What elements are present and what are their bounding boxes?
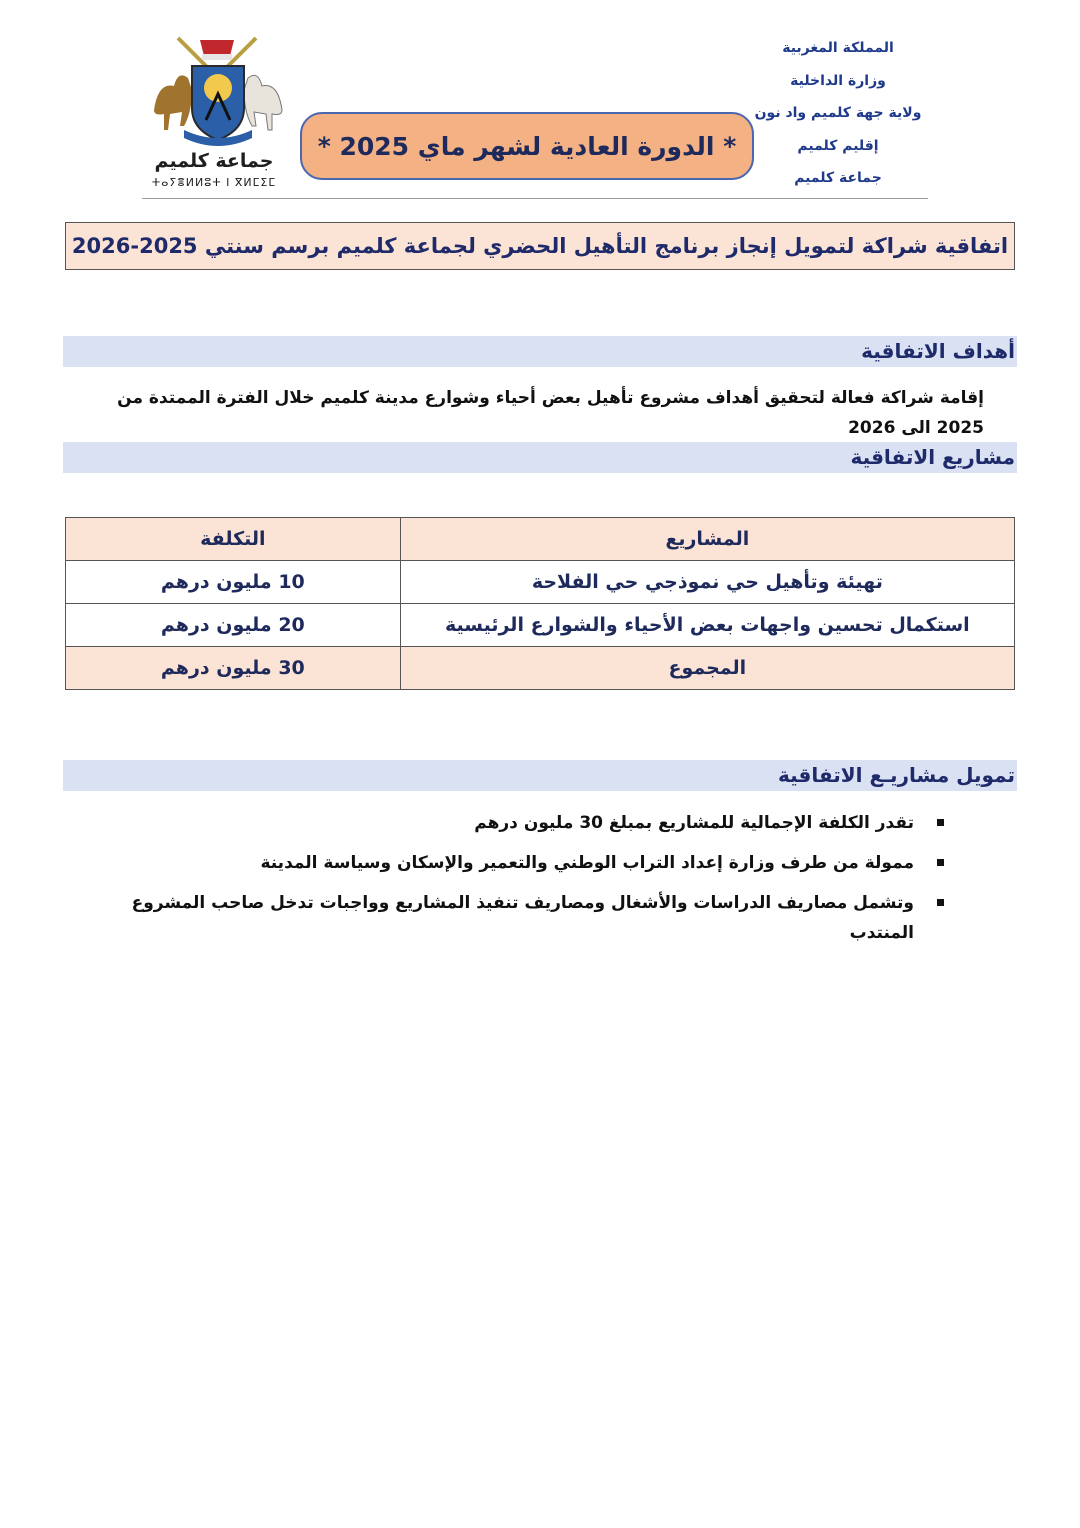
admin-line-commune: جماعة كلميم bbox=[794, 170, 882, 186]
list-item bbox=[124, 888, 944, 943]
funding-bullet-list bbox=[124, 808, 944, 943]
table-total-row bbox=[66, 647, 1015, 690]
table-row bbox=[66, 604, 1015, 647]
section-heading-funding bbox=[63, 760, 1017, 791]
admin-line-ministry: وزارة الداخلية bbox=[790, 72, 886, 89]
administrative-header bbox=[748, 32, 928, 195]
bullet-square-icon bbox=[937, 859, 944, 866]
projects-table bbox=[65, 517, 1015, 690]
session-label: * الدورة العادية لشهر ماي 2025 * bbox=[300, 112, 754, 180]
bullet-text: ممولة من طرف وزارة إعداد التراب الوطني والتعمير والإسكان وسياسة المدينة bbox=[260, 853, 914, 873]
section-heading-text: مشاريع الاتفاقية bbox=[850, 445, 1015, 469]
section-heading-objectives bbox=[63, 336, 1017, 367]
table-header-cell: التكلفة bbox=[66, 518, 401, 561]
admin-line-province: إقليم كلميم bbox=[797, 137, 879, 154]
admin-line-kingdom: المملكة المغربية bbox=[782, 40, 894, 56]
kelmim-coat-of-arms-icon bbox=[148, 30, 288, 200]
total-value-cell: 30 مليون درهم bbox=[66, 647, 401, 690]
section-heading-projects bbox=[63, 442, 1017, 473]
header-divider bbox=[142, 198, 928, 199]
document-title: اتفاقية شراكة لتمويل إنجاز برنامج التأهيل الحضري لجماعة كلميم برسم سنتي 2025-2026 bbox=[65, 222, 1015, 270]
bullet-text: تقدر الكلفة الإجمالية للمشاريع بمبلغ 30 مليون درهم bbox=[474, 813, 914, 833]
project-cost-cell: 10 مليون درهم bbox=[66, 561, 401, 604]
table-header-cell: المشاريع bbox=[400, 518, 1014, 561]
logo-tifinagh-name: ⵜⴰⵢⴻⵍⵍⵓⵜ ⵏ ⴳⵍⵎⵉⵎ bbox=[151, 176, 277, 189]
objectives-text: إقامة شراكة فعالة لتحقيق أهداف مشروع تأهيل بعض أحياء وشوارع مدينة كلميم خلال الفترة الممتدة من 2025 الى 2026 bbox=[117, 388, 984, 438]
project-name-cell: تهيئة وتأهيل حي نموذجي حي الفلاحة bbox=[400, 561, 1014, 604]
list-item bbox=[124, 808, 944, 848]
table-row bbox=[66, 561, 1015, 604]
section-heading-text: أهداف الاتفاقية bbox=[861, 339, 1015, 363]
bullet-text: وتشمل مصاريف الدراسات والأشغال ومصاريف تنفيذ المشاريع وواجبات تدخل صاحب المشروع المنتدب bbox=[131, 893, 914, 943]
project-name-cell: استكمال تحسين واجهات بعض الأحياء والشوارع الرئيسية bbox=[400, 604, 1014, 647]
bullet-square-icon bbox=[937, 819, 944, 826]
table-header-row bbox=[66, 518, 1015, 561]
bullet-square-icon bbox=[937, 899, 944, 906]
admin-line-region: ولاية جهة كلميم واد نون bbox=[754, 105, 922, 121]
logo-arabic-name: جماعة كلميم bbox=[154, 150, 274, 172]
project-cost-cell: 20 مليون درهم bbox=[66, 604, 401, 647]
total-label-cell: المجموع bbox=[400, 647, 1014, 690]
section-heading-text: تمويل مشاريـع الاتفاقية bbox=[777, 763, 1015, 787]
list-item bbox=[124, 848, 944, 888]
